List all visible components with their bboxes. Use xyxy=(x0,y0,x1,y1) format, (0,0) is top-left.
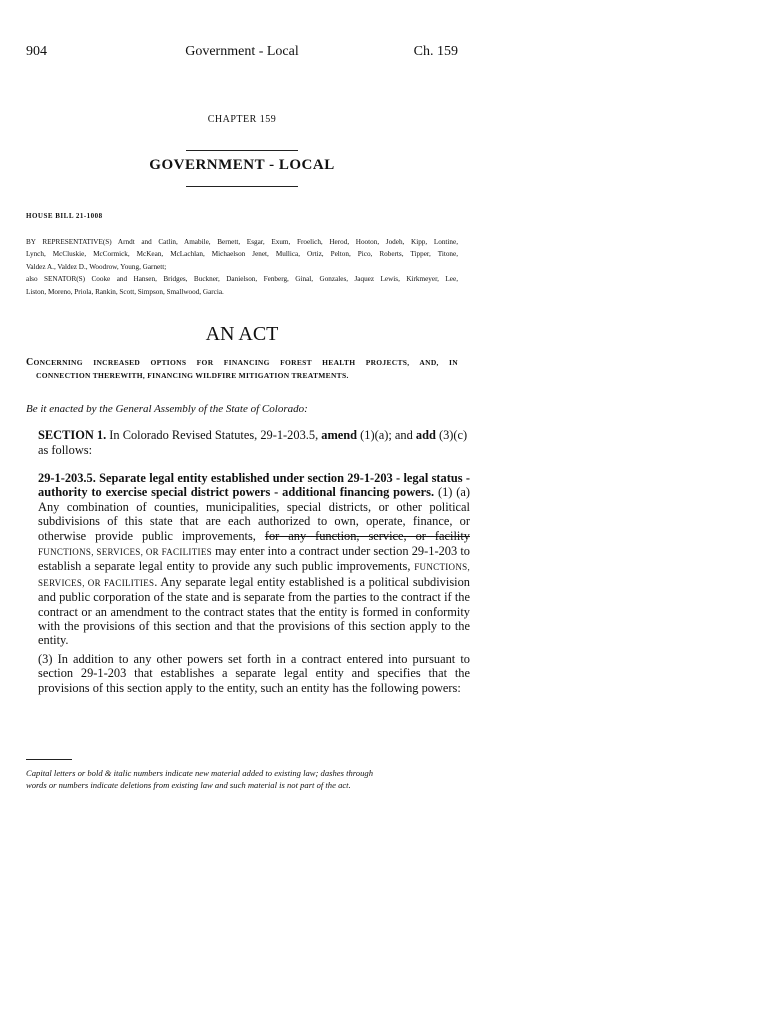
statute-paragraph-1 xyxy=(26,471,470,648)
act-heading: AN ACT xyxy=(205,323,279,345)
deleted-text: for any function, service, or facility xyxy=(264,528,470,543)
sponsors-line: BY REPRESENTATIVE(S) Arndt and Catlin, Amabile, Bernett, Esgar, Exum, Froelich, Herod, Hooton, Jodeh, Kipp, Lontine, xyxy=(26,238,458,246)
section-1-text: (1)(a); and xyxy=(357,428,416,442)
enacting-clause: Be it enacted by the General Assembly of the State of Colorado: xyxy=(26,403,308,415)
title-rule-bottom xyxy=(186,186,298,187)
sponsors-line: Lynch, McCluskie, McCormick, McKean, McLachlan, Michaelson Jenet, Mullica, Ortiz, Pelton, Pico, Roberts, Tipper, Titone, xyxy=(26,250,458,259)
title-rule-top xyxy=(186,150,298,151)
statute-paragraph-3: (3) In addition to any other powers set forth in a contract entered into pursuant to section 29-1-203 that establishes a separate legal entity and specifies that the provisions of this section apply to the entity, such an entity has the following powers: xyxy=(38,652,470,695)
chapter-reference: Ch. 159 xyxy=(413,44,458,59)
statute-text: (1) (a) Any combination of counties, municipalities, special districts, or other political subdivisions of this state that are each authorized to own, operate, finance, or otherwise provide public improvements, xyxy=(38,485,470,543)
added-text: FUNCTIONS, SERVICES, OR FACILITIES xyxy=(38,562,470,588)
chapter-label: CHAPTER 159 xyxy=(207,114,277,125)
add-keyword: add xyxy=(415,428,436,442)
footnote-line: words or numbers indicate deletions from existing law and such material is not part of the act. xyxy=(26,780,351,790)
concerning-line-2: CONNECTION THEREWITH, FINANCING WILDFIRE MITIGATION TREATMENTS. xyxy=(36,371,349,380)
sponsors-line: also SENATOR(S) Cooke and Hansen, Bridges, Buckner, Danielson, Fenberg, Ginal, Gonzales, Jaquez Lewis, Kirkmeyer, Lee, xyxy=(26,275,458,284)
statute-text: may enter into a contract under section 29-1-203 to establish a separate legal entity to provide any such public improvements, xyxy=(38,544,471,574)
section-1 xyxy=(26,428,470,458)
running-title: Government - Local xyxy=(185,44,299,59)
concerning-clause xyxy=(26,356,458,382)
footnote-rule xyxy=(26,759,72,760)
concerning-line-1: ONCERNING INCREASED OPTIONS FOR FINANCING FOREST HEALTH PROJECTS, AND, IN xyxy=(33,358,458,367)
footnote xyxy=(26,767,466,791)
sponsors-line: Valdez A., Valdez D., Woodrow, Young, Garnett; xyxy=(26,262,167,271)
added-text: FUNCTIONS, SERVICES, OR FACILITIES xyxy=(38,547,212,558)
chapter-title: GOVERNMENT - LOCAL xyxy=(149,157,335,173)
concerning-initial: C xyxy=(26,357,34,368)
statute-heading: 29-1-203.5. Separate legal entity established under section 29-1-203 - legal status - authority to exercise special district powers - additional financing powers. xyxy=(38,471,470,500)
statute-text: . Any separate legal entity established is a political subdivision and public corporation of the state and is separate from the parties to the contract if the contract or an amendment to the contract states that the entity is formed in conformity with the provisions of this section and that the provisions of this section apply to the entity. xyxy=(38,574,470,648)
section-1-label: SECTION 1. xyxy=(38,428,107,442)
section-1-text: In Colorado Revised Statutes, 29-1-203.5, xyxy=(106,428,322,442)
sponsors-line: Liston, Moreno, Priola, Rankin, Scott, Simpson, Smallwood, Garcia. xyxy=(26,287,224,296)
amend-keyword: amend xyxy=(321,428,358,442)
bill-number: HOUSE BILL 21-1008 xyxy=(26,212,103,220)
footnote-line: Capital letters or bold & italic numbers indicate new material added to existing law; dashes through xyxy=(26,768,373,778)
section-1-text: (3)(c) as follows: xyxy=(38,428,468,457)
page-number: 904 xyxy=(26,44,47,59)
sponsors-list xyxy=(26,236,458,298)
